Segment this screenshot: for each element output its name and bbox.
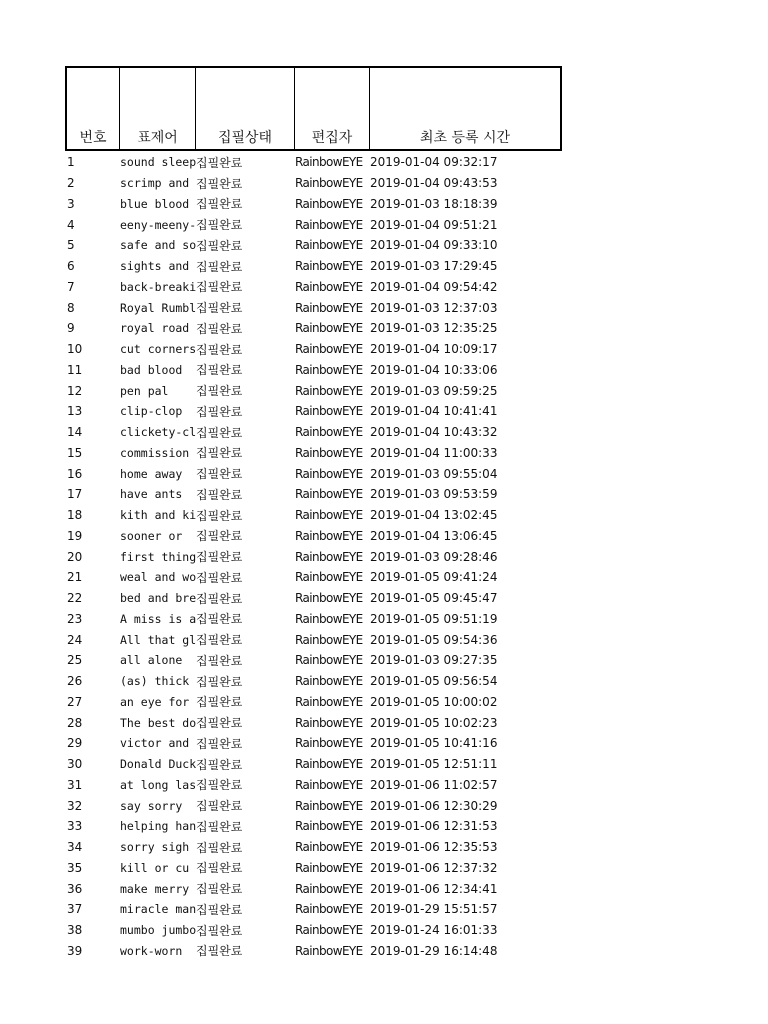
cell-number[interactable]: 10 <box>67 342 83 357</box>
cell-number[interactable]: 22 <box>67 591 83 606</box>
cell-headword[interactable]: victor and <box>120 736 190 751</box>
cell-headword[interactable]: pen pal <box>120 383 169 398</box>
cell-headword[interactable]: work-worn <box>120 943 183 958</box>
cell-status[interactable]: 집필완료 <box>196 778 243 793</box>
cell-headword[interactable]: sooner or <box>120 528 183 543</box>
cell-number[interactable]: 35 <box>67 860 83 875</box>
cell-editor[interactable]: RainbowEYE <box>295 881 363 896</box>
cell-number[interactable]: 15 <box>67 445 83 460</box>
cell-number[interactable]: 24 <box>67 632 83 647</box>
cell-headword[interactable]: The best do <box>120 715 196 730</box>
cell-status[interactable]: 집필완료 <box>196 653 243 668</box>
cell-headword[interactable]: bad blood <box>120 362 183 377</box>
cell-number[interactable]: 37 <box>67 902 83 917</box>
cell-status[interactable]: 집필완료 <box>196 695 243 710</box>
table-row[interactable] <box>65 692 562 713</box>
cell-number[interactable]: 16 <box>67 466 83 481</box>
column-header-editor[interactable]: 편집자 <box>295 68 370 149</box>
cell-headword[interactable]: (as) thick <box>120 674 190 689</box>
cell-editor[interactable]: RainbowEYE <box>295 487 363 502</box>
cell-created-time[interactable]: 2019-01-03 09:28:46 <box>370 549 498 564</box>
cell-editor[interactable]: RainbowEYE <box>295 321 363 336</box>
cell-status[interactable]: 집필완료 <box>196 529 243 544</box>
cell-headword[interactable]: Royal Rumbl <box>120 300 196 315</box>
cell-status[interactable]: 집필완료 <box>196 197 243 212</box>
cell-status[interactable]: 집필완료 <box>196 861 243 876</box>
cell-number[interactable]: 34 <box>67 840 83 855</box>
table-row[interactable] <box>65 297 562 318</box>
cell-created-time[interactable]: 2019-01-06 12:35:53 <box>370 840 498 855</box>
cell-created-time[interactable]: 2019-01-29 15:51:57 <box>370 902 498 917</box>
cell-created-time[interactable]: 2019-01-05 12:51:11 <box>370 757 498 772</box>
cell-editor[interactable]: RainbowEYE <box>295 840 363 855</box>
cell-headword[interactable]: back-breaki <box>120 279 196 294</box>
cell-headword[interactable]: have ants <box>120 487 183 502</box>
table-row[interactable] <box>65 443 562 464</box>
column-header-number[interactable]: 번호 <box>67 68 120 149</box>
cell-editor[interactable]: RainbowEYE <box>295 653 363 668</box>
cell-status[interactable]: 집필완료 <box>196 425 243 440</box>
cell-number[interactable]: 23 <box>67 611 83 626</box>
cell-editor[interactable]: RainbowEYE <box>295 549 363 564</box>
cell-headword[interactable]: mumbo jumbo <box>120 923 196 938</box>
table-body <box>65 152 562 961</box>
table-row[interactable] <box>65 650 562 671</box>
cell-created-time[interactable]: 2019-01-05 09:56:54 <box>370 674 498 689</box>
table-row[interactable] <box>65 173 562 194</box>
table-row[interactable] <box>65 277 562 298</box>
cell-number[interactable]: 11 <box>67 362 83 377</box>
cell-number[interactable]: 14 <box>67 425 83 440</box>
cell-number[interactable]: 4 <box>67 217 75 232</box>
table-row[interactable] <box>65 463 562 484</box>
cell-editor[interactable]: RainbowEYE <box>295 528 363 543</box>
table-row[interactable] <box>65 422 562 443</box>
cell-headword[interactable]: an eye for <box>120 694 190 709</box>
cell-number[interactable]: 27 <box>67 694 83 709</box>
table-row[interactable] <box>65 920 562 941</box>
cell-editor[interactable]: RainbowEYE <box>295 591 363 606</box>
cell-status[interactable]: 집필완료 <box>196 819 243 834</box>
cell-status[interactable]: 집필완료 <box>196 384 243 399</box>
cell-number[interactable]: 26 <box>67 674 83 689</box>
cell-headword[interactable]: all alone <box>120 653 183 668</box>
cell-created-time[interactable]: 2019-01-03 17:29:45 <box>370 259 498 274</box>
cell-headword[interactable]: weal and wo <box>120 570 196 585</box>
cell-status[interactable]: 집필완료 <box>196 674 243 689</box>
cell-created-time[interactable]: 2019-01-05 10:02:23 <box>370 715 498 730</box>
table-row[interactable] <box>65 629 562 650</box>
cell-number[interactable]: 3 <box>67 196 75 211</box>
cell-editor[interactable]: RainbowEYE <box>295 694 363 709</box>
cell-status[interactable]: 집필완료 <box>196 259 243 274</box>
cell-headword[interactable]: clip-clop <box>120 404 183 419</box>
table-row[interactable] <box>65 484 562 505</box>
cell-number[interactable]: 36 <box>67 881 83 896</box>
cell-status[interactable]: 집필완료 <box>196 238 243 253</box>
cell-number[interactable]: 21 <box>67 570 83 585</box>
cell-status[interactable]: 집필완료 <box>196 882 243 897</box>
cell-headword[interactable]: scrimp and <box>120 176 190 191</box>
cell-number[interactable]: 18 <box>67 508 83 523</box>
table-row[interactable] <box>65 235 562 256</box>
cell-headword[interactable]: cut corners <box>120 342 196 357</box>
cell-status[interactable]: 집필완료 <box>196 155 243 170</box>
cell-number[interactable]: 6 <box>67 259 75 274</box>
cell-number[interactable]: 32 <box>67 798 83 813</box>
cell-status[interactable]: 집필완료 <box>196 757 243 772</box>
cell-number[interactable]: 12 <box>67 383 83 398</box>
cell-number[interactable]: 38 <box>67 923 83 938</box>
cell-editor[interactable]: RainbowEYE <box>295 404 363 419</box>
cell-editor[interactable]: RainbowEYE <box>295 736 363 751</box>
cell-headword[interactable]: clickety-cl <box>120 425 196 440</box>
table-row[interactable] <box>65 775 562 796</box>
cell-created-time[interactable]: 2019-01-06 12:34:41 <box>370 881 498 896</box>
cell-editor[interactable]: RainbowEYE <box>295 819 363 834</box>
cell-number[interactable]: 31 <box>67 777 83 792</box>
cell-headword[interactable]: safe and so <box>120 238 196 253</box>
table-row[interactable] <box>65 152 562 173</box>
cell-number[interactable]: 9 <box>67 321 75 336</box>
cell-editor[interactable]: RainbowEYE <box>295 176 363 191</box>
cell-created-time[interactable]: 2019-01-06 12:31:53 <box>370 819 498 834</box>
cell-number[interactable]: 33 <box>67 819 83 834</box>
cell-status[interactable]: 집필완료 <box>196 218 243 233</box>
cell-created-time[interactable]: 2019-01-05 09:41:24 <box>370 570 498 585</box>
cell-editor[interactable]: RainbowEYE <box>295 570 363 585</box>
table-header <box>65 66 562 151</box>
cell-created-time[interactable]: 2019-01-03 09:27:35 <box>370 653 498 668</box>
cell-created-time[interactable]: 2019-01-04 10:41:41 <box>370 404 498 419</box>
cell-status[interactable]: 집필완료 <box>196 716 243 731</box>
table-row[interactable] <box>65 401 562 422</box>
cell-number[interactable]: 1 <box>67 155 75 170</box>
cell-headword[interactable]: home away <box>120 466 183 481</box>
table-row[interactable] <box>65 214 562 235</box>
table-row[interactable] <box>65 795 562 816</box>
table-row[interactable] <box>65 754 562 775</box>
cell-created-time[interactable]: 2019-01-04 10:43:32 <box>370 425 498 440</box>
cell-editor[interactable]: RainbowEYE <box>295 300 363 315</box>
cell-status[interactable]: 집필완료 <box>196 404 243 419</box>
cell-status[interactable]: 집필완료 <box>196 446 243 461</box>
cell-status[interactable]: 집필완료 <box>196 570 243 585</box>
cell-editor[interactable]: RainbowEYE <box>295 902 363 917</box>
table-row[interactable] <box>65 194 562 215</box>
cell-status[interactable]: 집필완료 <box>196 840 243 855</box>
table-row[interactable] <box>65 505 562 526</box>
cell-status[interactable]: 집필완료 <box>196 321 243 336</box>
cell-number[interactable]: 28 <box>67 715 83 730</box>
cell-created-time[interactable]: 2019-01-06 12:37:32 <box>370 860 498 875</box>
cell-editor[interactable]: RainbowEYE <box>295 383 363 398</box>
cell-status[interactable]: 집필완료 <box>196 176 243 191</box>
cell-created-time[interactable]: 2019-01-04 11:00:33 <box>370 445 498 460</box>
cell-number[interactable]: 39 <box>67 943 83 958</box>
cell-number[interactable]: 2 <box>67 176 75 191</box>
cell-headword[interactable]: blue blood <box>120 196 190 211</box>
cell-created-time[interactable]: 2019-01-29 16:14:48 <box>370 943 498 958</box>
cell-created-time[interactable]: 2019-01-05 09:45:47 <box>370 591 498 606</box>
cell-editor[interactable]: RainbowEYE <box>295 715 363 730</box>
cell-status[interactable]: 집필완료 <box>196 736 243 751</box>
cell-editor[interactable]: RainbowEYE <box>295 923 363 938</box>
cell-editor[interactable]: RainbowEYE <box>295 155 363 170</box>
cell-headword[interactable]: All that gl <box>120 632 196 647</box>
cell-editor[interactable]: RainbowEYE <box>295 342 363 357</box>
table-row[interactable] <box>65 671 562 692</box>
table-row[interactable] <box>65 546 562 567</box>
table-row[interactable] <box>65 567 562 588</box>
cell-created-time[interactable]: 2019-01-05 09:51:19 <box>370 611 498 626</box>
cell-editor[interactable]: RainbowEYE <box>295 238 363 253</box>
cell-headword[interactable]: miracle man <box>120 902 196 917</box>
table-row[interactable] <box>65 339 562 360</box>
table-row[interactable] <box>65 816 562 837</box>
cell-headword[interactable]: make merry <box>120 881 190 896</box>
cell-status[interactable]: 집필완료 <box>196 487 243 502</box>
cell-created-time[interactable]: 2019-01-03 09:53:59 <box>370 487 498 502</box>
cell-editor[interactable]: RainbowEYE <box>295 445 363 460</box>
cell-created-time[interactable]: 2019-01-04 09:51:21 <box>370 217 498 232</box>
cell-headword[interactable]: Donald Duck <box>120 757 196 772</box>
table-row[interactable] <box>65 837 562 858</box>
cell-created-time[interactable]: 2019-01-04 09:54:42 <box>370 279 498 294</box>
cell-headword[interactable]: kith and ki <box>120 508 196 523</box>
cell-created-time[interactable]: 2019-01-03 12:35:25 <box>370 321 498 336</box>
cell-status[interactable]: 집필완료 <box>196 467 243 482</box>
cell-editor[interactable]: RainbowEYE <box>295 611 363 626</box>
table-row[interactable] <box>65 941 562 962</box>
cell-editor[interactable]: RainbowEYE <box>295 777 363 792</box>
cell-editor[interactable]: RainbowEYE <box>295 196 363 211</box>
cell-headword[interactable]: eeny-meeny- <box>120 217 196 232</box>
cell-number[interactable]: 29 <box>67 736 83 751</box>
cell-status[interactable]: 집필완료 <box>196 508 243 523</box>
cell-editor[interactable]: RainbowEYE <box>295 632 363 647</box>
cell-editor[interactable]: RainbowEYE <box>295 217 363 232</box>
cell-editor[interactable]: RainbowEYE <box>295 508 363 523</box>
cell-editor[interactable]: RainbowEYE <box>295 674 363 689</box>
cell-number[interactable]: 5 <box>67 238 75 253</box>
cell-created-time[interactable]: 2019-01-06 12:30:29 <box>370 798 498 813</box>
table-row[interactable] <box>65 878 562 899</box>
table-row[interactable] <box>65 712 562 733</box>
cell-editor[interactable]: RainbowEYE <box>295 259 363 274</box>
cell-created-time[interactable]: 2019-01-04 09:32:17 <box>370 155 498 170</box>
cell-created-time[interactable]: 2019-01-05 09:54:36 <box>370 632 498 647</box>
cell-created-time[interactable]: 2019-01-24 16:01:33 <box>370 923 498 938</box>
spreadsheet-table <box>65 66 562 961</box>
cell-editor[interactable]: RainbowEYE <box>295 860 363 875</box>
table-row[interactable] <box>65 858 562 879</box>
cell-number[interactable]: 7 <box>67 279 75 294</box>
cell-editor[interactable]: RainbowEYE <box>295 943 363 958</box>
cell-headword[interactable]: helping han <box>120 819 196 834</box>
cell-editor[interactable]: RainbowEYE <box>295 798 363 813</box>
cell-status[interactable]: 집필완료 <box>196 902 243 917</box>
table-row[interactable] <box>65 380 562 401</box>
cell-headword[interactable]: at long las <box>120 777 196 792</box>
cell-created-time[interactable]: 2019-01-04 09:33:10 <box>370 238 498 253</box>
cell-number[interactable]: 19 <box>67 528 83 543</box>
cell-headword[interactable]: say sorry <box>120 798 183 813</box>
cell-created-time[interactable]: 2019-01-04 13:02:45 <box>370 508 498 523</box>
cell-status[interactable]: 집필완료 <box>196 799 243 814</box>
table-row[interactable] <box>65 588 562 609</box>
cell-status[interactable]: 집필완료 <box>196 944 243 959</box>
cell-headword[interactable]: A miss is a <box>120 611 196 626</box>
cell-editor[interactable]: RainbowEYE <box>295 466 363 481</box>
cell-headword[interactable]: commission <box>120 445 190 460</box>
cell-created-time[interactable]: 2019-01-04 10:09:17 <box>370 342 498 357</box>
cell-headword[interactable]: sorry sigh <box>120 840 190 855</box>
cell-editor[interactable]: RainbowEYE <box>295 425 363 440</box>
table-row[interactable] <box>65 733 562 754</box>
cell-created-time[interactable]: 2019-01-06 11:02:57 <box>370 777 498 792</box>
cell-created-time[interactable]: 2019-01-04 09:43:53 <box>370 176 498 191</box>
cell-number[interactable]: 13 <box>67 404 83 419</box>
cell-created-time[interactable]: 2019-01-04 13:06:45 <box>370 528 498 543</box>
cell-headword[interactable]: bed and bre <box>120 591 196 606</box>
table-row[interactable] <box>65 526 562 547</box>
cell-headword[interactable]: kill or cu <box>120 860 190 875</box>
cell-number[interactable]: 8 <box>67 300 75 315</box>
cell-created-time[interactable]: 2019-01-03 18:18:39 <box>370 196 498 211</box>
cell-number[interactable]: 17 <box>67 487 83 502</box>
column-header-status[interactable]: 집필상태 <box>196 68 295 149</box>
cell-number[interactable]: 25 <box>67 653 83 668</box>
table-row[interactable] <box>65 318 562 339</box>
cell-created-time[interactable]: 2019-01-05 10:00:02 <box>370 694 498 709</box>
cell-created-time[interactable]: 2019-01-04 10:33:06 <box>370 362 498 377</box>
cell-status[interactable]: 집필완료 <box>196 280 243 295</box>
cell-headword[interactable]: sound sleep <box>120 155 196 170</box>
column-header-headword[interactable]: 표제어 <box>120 68 196 149</box>
cell-created-time[interactable]: 2019-01-03 09:55:04 <box>370 466 498 481</box>
cell-created-time[interactable]: 2019-01-03 09:59:25 <box>370 383 498 398</box>
cell-status[interactable]: 집필완료 <box>196 550 243 565</box>
cell-editor[interactable]: RainbowEYE <box>295 757 363 772</box>
column-header-created-time[interactable]: 최초 등록 시간 <box>419 130 511 146</box>
table-row[interactable] <box>65 609 562 630</box>
table-row[interactable] <box>65 899 562 920</box>
cell-headword[interactable]: sights and <box>120 259 190 274</box>
cell-status[interactable]: 집필완료 <box>196 363 243 378</box>
cell-number[interactable]: 30 <box>67 757 83 772</box>
cell-headword[interactable]: royal road <box>120 321 190 336</box>
table-row[interactable] <box>65 360 562 381</box>
cell-status[interactable]: 집필완료 <box>196 633 243 648</box>
cell-editor[interactable]: RainbowEYE <box>295 279 363 294</box>
cell-status[interactable]: 집필완료 <box>196 301 243 316</box>
cell-number[interactable]: 20 <box>67 549 83 564</box>
cell-editor[interactable]: RainbowEYE <box>295 362 363 377</box>
table-row[interactable] <box>65 256 562 277</box>
cell-status[interactable]: 집필완료 <box>196 342 243 357</box>
cell-status[interactable]: 집필완료 <box>196 923 243 938</box>
cell-status[interactable]: 집필완료 <box>196 612 243 627</box>
cell-status[interactable]: 집필완료 <box>196 591 243 606</box>
cell-created-time[interactable]: 2019-01-05 10:41:16 <box>370 736 498 751</box>
cell-created-time[interactable]: 2019-01-03 12:37:03 <box>370 300 498 315</box>
cell-headword[interactable]: first thing <box>120 549 196 564</box>
